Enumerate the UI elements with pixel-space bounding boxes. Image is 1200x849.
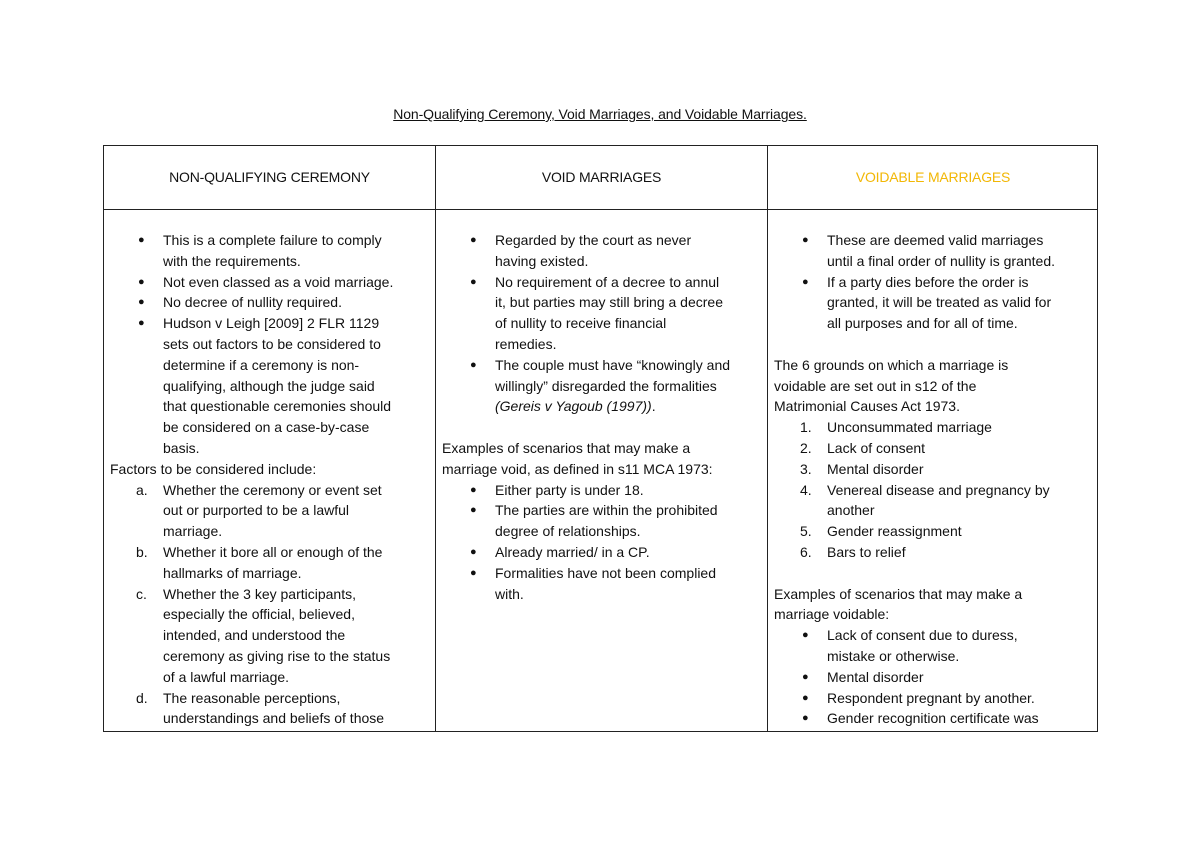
list-item-line: out or purported to be a lawful: [163, 502, 350, 519]
voidable-examples-list: [774, 625, 1096, 729]
list-item-line: sets out factors to be considered to: [163, 335, 381, 352]
bullet-item: [442, 563, 764, 605]
bullet-item: [774, 625, 1096, 667]
numbered-item: [774, 459, 1096, 480]
list-number: 1.: [800, 419, 812, 436]
bullet-item: [442, 230, 764, 272]
list-item-line: Either party is under 18.: [495, 481, 644, 498]
spacer: [442, 417, 764, 438]
list-item-line: Lack of consent: [827, 439, 926, 456]
spacer: [774, 334, 1096, 355]
voidable-bullet-list: [774, 230, 1096, 334]
list-item-line: hallmarks of marriage.: [163, 564, 302, 581]
list-item-line: degree of relationships.: [495, 523, 641, 540]
bullet-icon: ●: [470, 566, 477, 579]
list-item-line: another: [827, 502, 875, 519]
list-item-line: Venereal disease and pregnancy by: [827, 481, 1050, 498]
list-number: 6.: [800, 543, 812, 560]
non-qualifying-ceremony-cell: [110, 230, 432, 730]
list-number: b.: [136, 543, 148, 560]
bullet-item: [110, 313, 432, 459]
bullet-icon: ●: [470, 483, 477, 496]
header-divider: [104, 209, 1097, 210]
factors-list: [110, 480, 432, 730]
numbered-item: [110, 542, 432, 584]
bullet-icon: ●: [138, 317, 145, 330]
bullet-item: [442, 542, 764, 563]
void-examples-intro: Examples of scenarios that may make a: [442, 439, 691, 456]
list-item-line: If a party dies before the order is: [827, 273, 1029, 290]
list-item-line: Whether the ceremony or event set: [163, 481, 382, 498]
list-item-line: understandings and beliefs of those: [163, 710, 385, 727]
bullet-item: [774, 272, 1096, 334]
bullet-icon: ●: [802, 234, 809, 246]
grounds-intro: voidable are set out in s12 of the: [774, 377, 977, 394]
bullet-item: [774, 230, 1096, 272]
list-item-line: with.: [495, 585, 524, 602]
bullet-icon: ●: [470, 504, 477, 517]
list-item-line: Already married/ in a CP.: [495, 543, 650, 560]
column-divider: [435, 146, 436, 731]
bullet-item: [442, 355, 764, 417]
column-divider: [767, 146, 768, 731]
heading-voidable-marriages: VOIDABLE MARRIAGES: [855, 169, 1011, 186]
list-item-line: be considered on a case-by-case: [163, 419, 370, 436]
list-item-line: No requirement of a decree to annul: [495, 273, 720, 290]
bullet-item: [442, 480, 764, 501]
list-item-line: Respondent pregnant by another.: [827, 689, 1035, 706]
list-item-line: until a final order of nullity is granted.: [827, 252, 1056, 269]
list-item-line: marriage.: [163, 523, 223, 540]
numbered-item: [774, 521, 1096, 542]
list-item-line: Regarded by the court as never: [495, 232, 692, 248]
spacer: [774, 563, 1096, 584]
bullet-icon: ●: [470, 275, 477, 288]
list-item-line: qualifying, although the judge said: [163, 377, 375, 394]
list-item-line: The reasonable perceptions,: [163, 689, 341, 706]
bullet-icon: ●: [802, 670, 809, 683]
grounds-intro: The 6 grounds on which a marriage is: [774, 356, 1009, 373]
list-item-line: Mental disorder: [827, 460, 924, 477]
list-item-line: ceremony as giving rise to the status: [163, 647, 391, 664]
grounds-list: [774, 417, 1096, 563]
list-item-line: intended, and understood the: [163, 627, 346, 644]
list-number: c.: [136, 585, 147, 602]
list-item-line: Bars to relief: [827, 543, 906, 560]
heading-non-qualifying-ceremony: NON-QUALIFYING CEREMONY: [169, 169, 370, 186]
bullet-icon: ●: [802, 629, 809, 642]
case-citation: (Gereis v Yagoub (1997)): [495, 398, 652, 415]
list-item-line: that questionable ceremonies should: [163, 398, 392, 415]
list-item-line: Gender recognition certificate was: [827, 710, 1039, 727]
list-item-line: all purposes and for all of time.: [827, 315, 1018, 332]
numbered-item: [774, 542, 1096, 563]
list-item-line: basis.: [163, 439, 200, 456]
list-item-line: Mental disorder: [827, 668, 924, 685]
bullet-icon: ●: [138, 275, 145, 288]
factors-intro: Factors to be considered include:: [110, 460, 317, 477]
list-number: 5.: [800, 523, 812, 540]
list-item-line: with the requirements.: [163, 252, 301, 269]
case-citation-line: [495, 396, 764, 417]
void-bullet-list: [442, 230, 764, 417]
numbered-item: [774, 438, 1096, 459]
bullet-item: [442, 272, 764, 355]
list-item-line: of nullity to receive financial: [495, 315, 667, 332]
document-title: Non-Qualifying Ceremony, Void Marriages, and Voidable Marriages.: [393, 106, 807, 122]
list-item-line: Formalities have not been complied: [495, 564, 717, 581]
list-number: d.: [136, 689, 148, 706]
list-item-line: willingly” disregarded the formalities: [495, 377, 717, 394]
bullet-icon: ●: [138, 234, 145, 246]
list-number: 3.: [800, 460, 812, 477]
list-number: a.: [136, 481, 148, 498]
list-item-line: remedies.: [495, 335, 557, 352]
numbered-item: [774, 417, 1096, 438]
bullet-item: [774, 708, 1096, 729]
bullet-item: [442, 500, 764, 542]
list-item-line: Lack of consent due to duress,: [827, 627, 1018, 644]
bullet-icon: ●: [470, 234, 477, 246]
list-item-line: The parties are within the prohibited: [495, 502, 718, 519]
void-examples-intro: marriage void, as defined in s11 MCA 1973:: [442, 460, 713, 477]
citation-punctuation: .: [651, 398, 656, 415]
bullet-item: [110, 292, 432, 313]
list-item-line: These are deemed valid marriages: [827, 232, 1044, 248]
bullet-icon: ●: [138, 296, 145, 309]
list-item-line: Hudson v Leigh [2009] 2 FLR 1129: [163, 315, 380, 332]
list-item-line: Whether it bore all or enough of the: [163, 543, 383, 560]
grounds-intro: Matrimonial Causes Act 1973.: [774, 398, 960, 415]
voidable-marriages-cell: [774, 230, 1096, 730]
bullet-icon: ●: [802, 275, 809, 288]
void-examples-list: [442, 480, 764, 605]
list-item-line: having existed.: [495, 252, 589, 269]
numbered-item: [110, 480, 432, 542]
numbered-item: [110, 584, 432, 688]
void-marriages-cell: [442, 230, 764, 730]
list-item-line: This is a complete failure to comply: [163, 232, 382, 248]
list-item-line: Whether the 3 key participants,: [163, 585, 356, 602]
bullet-item: [110, 230, 432, 272]
list-item-line: granted, it will be treated as valid for: [827, 294, 1052, 311]
bullet-item: [774, 667, 1096, 688]
list-item-line: determine if a ceremony is non-: [163, 356, 360, 373]
list-item-line: Gender reassignment: [827, 523, 962, 540]
heading-void-marriages: VOID MARRIAGES: [541, 169, 662, 186]
list-item-line: it, but parties may still bring a decree: [495, 294, 723, 311]
numbered-item: [110, 688, 432, 730]
list-item-line: The couple must have “knowingly and: [495, 356, 731, 373]
voidable-examples-intro: Examples of scenarios that may make a: [774, 585, 1023, 602]
bullet-item: [774, 688, 1096, 709]
bullet-icon: ●: [802, 712, 809, 725]
bullet-icon: ●: [802, 691, 809, 704]
bullet-icon: ●: [470, 358, 477, 371]
list-item-line: Not even classed as a void marriage.: [163, 273, 394, 290]
list-item-line: mistake or otherwise.: [827, 647, 960, 664]
voidable-examples-intro: marriage voidable:: [774, 606, 890, 623]
non-qualifying-bullet-list: [110, 230, 432, 459]
list-item-line: Unconsummated marriage: [827, 419, 992, 436]
comparison-table: [103, 145, 1098, 732]
bullet-icon: ●: [470, 545, 477, 558]
list-number: 2.: [800, 439, 812, 456]
list-item-line: of a lawful marriage.: [163, 668, 290, 685]
list-item-line: No decree of nullity required.: [163, 294, 342, 311]
list-number: 4.: [800, 481, 812, 498]
bullet-item: [110, 272, 432, 293]
list-item-line: especially the official, believed,: [163, 606, 355, 623]
numbered-item: [774, 480, 1096, 522]
